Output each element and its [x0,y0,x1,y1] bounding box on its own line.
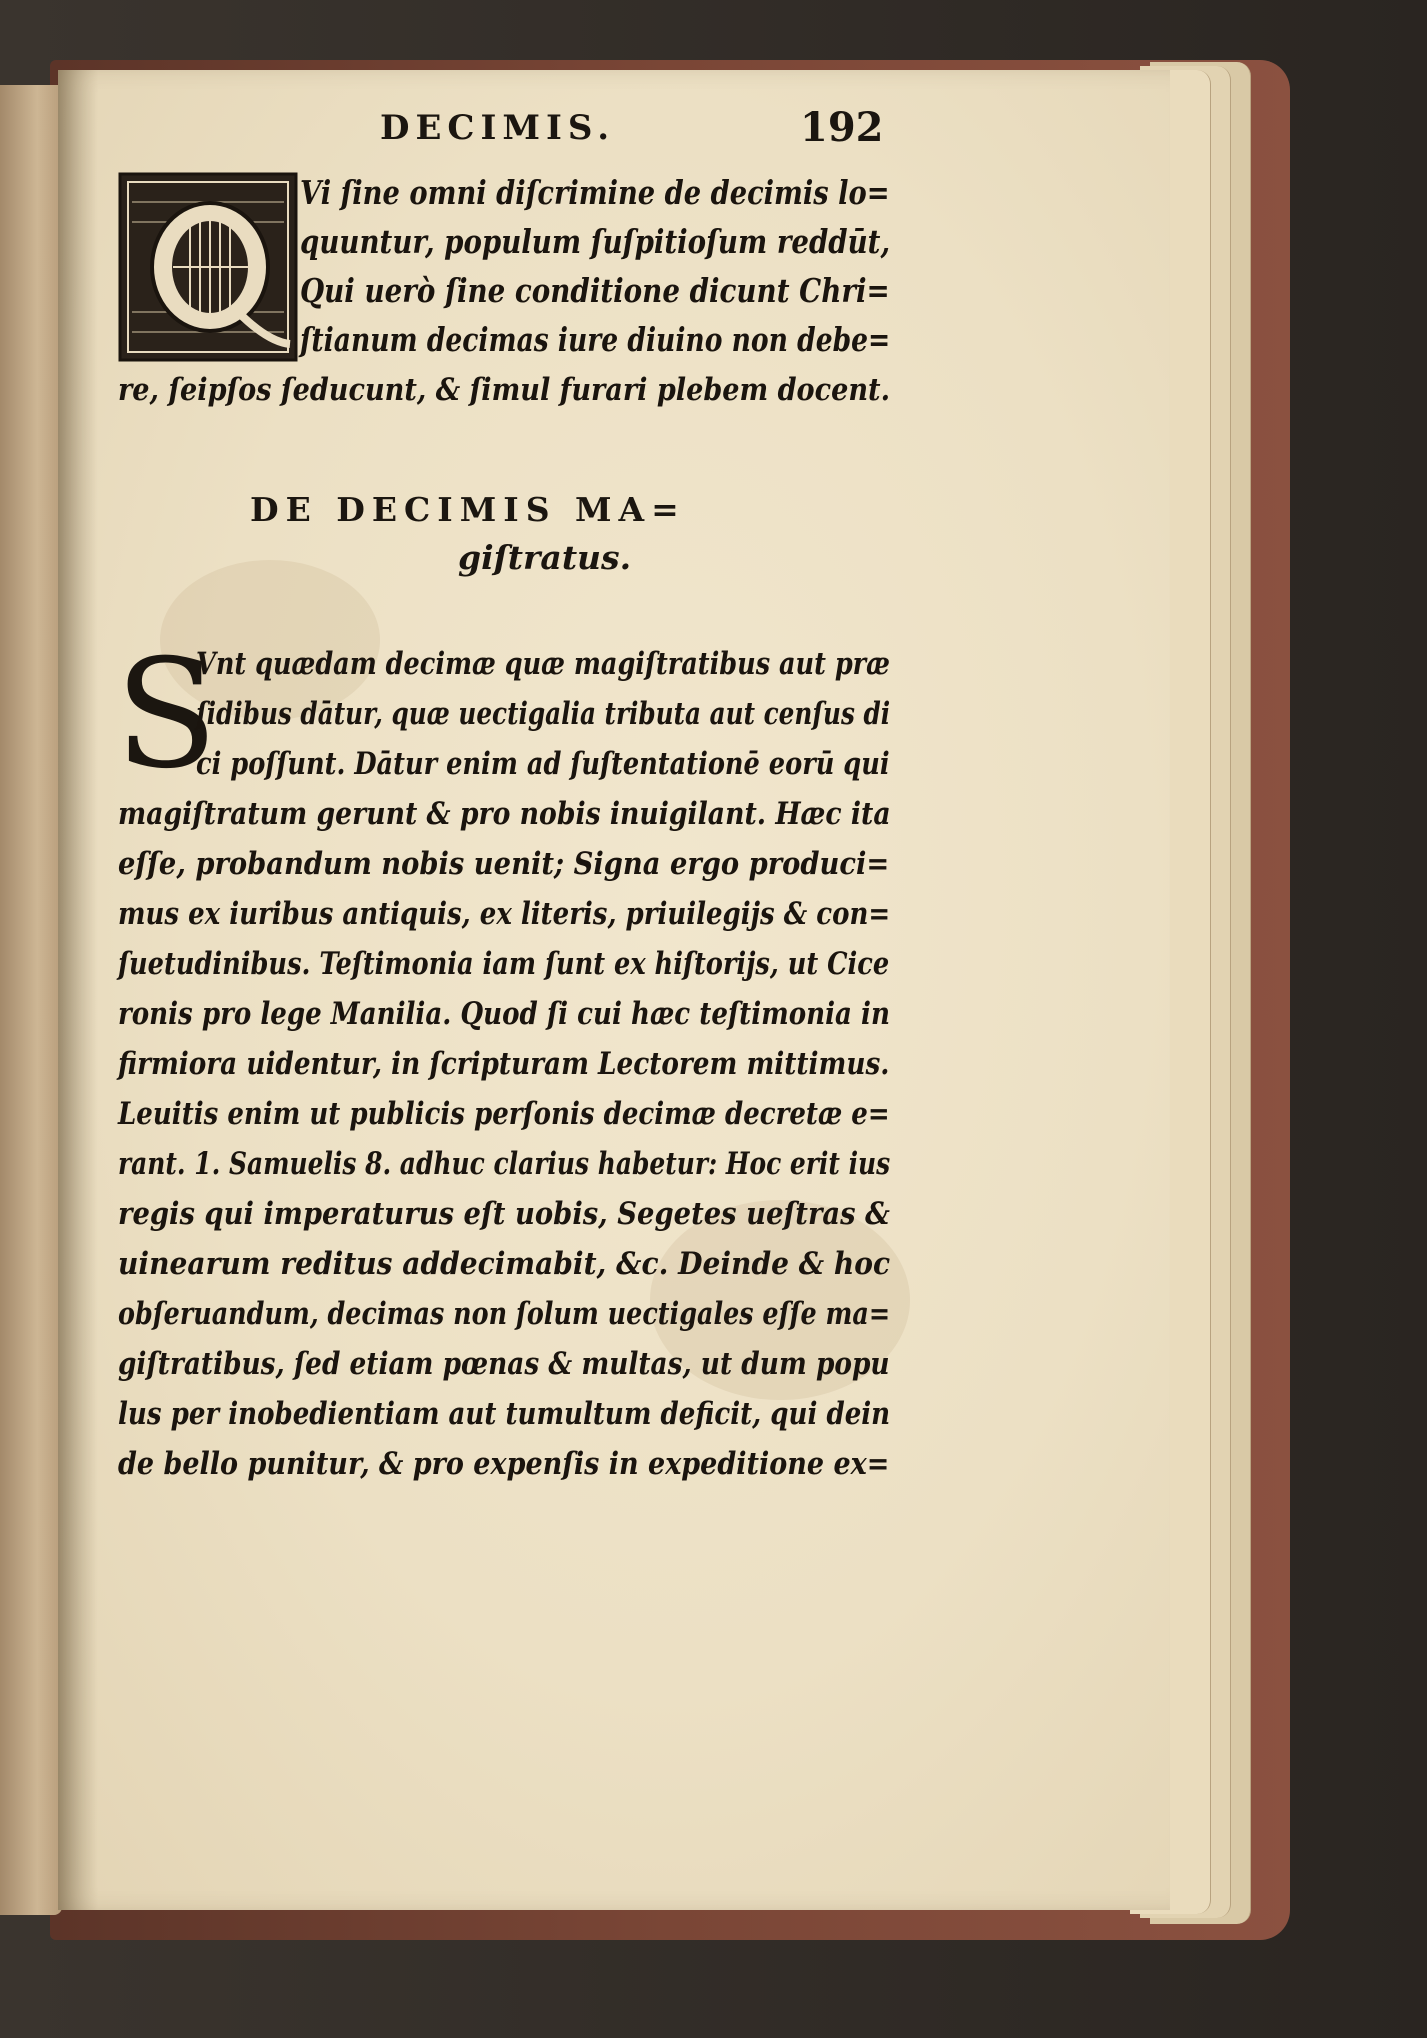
gutter-shadow [58,70,98,1910]
text-line: lus per inobedientiam aut tumultum deficit, qui dein [118,1396,891,1432]
text-line: obſeruandum, decimas non ſolum uectigales eſſe ma= [118,1296,891,1332]
initial-s: S [115,628,218,802]
text-line: magiſtratum gerunt & pro nobis inuigilant. Hæc ita [118,796,891,832]
text-line: re, ſeipſos ſeducunt, & ſimul furari plebem docent. [118,372,891,408]
text-line: Leuitis enim ut publicis perſonis decimæ decretæ e= [118,1096,890,1132]
page-number: 192 [800,104,884,151]
woodcut-initial-q-icon [118,172,298,362]
text-line: regis qui imperaturus eſt uobis, Segetes ueſtras & [118,1196,890,1232]
text-line: Qui uerò ſine conditione dicunt Chri= [300,271,890,310]
text-line: ſtianum decimas iure diuino non debe= [300,320,891,359]
text-line: giſtratibus, ſed etiam pœnas & multas, ut dum popu [118,1346,890,1382]
text-line: de bello punitur, & pro expenſis in expeditione ex= [118,1446,890,1482]
text-line: ſuetudinibus. Teſtimonia iam ſunt ex hiſtorijs, ut Cice [118,946,890,982]
text-line: uinearum reditus addecimabit, &c. Deinde & hoc [118,1246,891,1282]
text-line: quuntur, populum ſuſpitioſum reddūt, [300,222,891,261]
section-subheading: giſtratus. [458,538,632,577]
text-line: mus ex iuribus antiquis, ex literis, priuilegijs & con= [118,896,891,932]
text-line: firmiora uidentur, in ſcripturam Lectorem mittimus. [118,1046,890,1082]
text-line: ronis pro lege Manilia. Quod ſi cui hæc teſtimonia in [118,996,890,1032]
text-line: Vi ſine omni diſcrimine de decimis lo= [300,173,890,212]
text-line: ci poſſunt. Dātur enim ad ſuſtentationē eorū qui [196,746,890,782]
text-line: eſſe, probandum nobis uenit; Signa ergo produci= [118,846,890,882]
text-line: rant. 1. Samuelis 8. adhuc clarius habetur: Hoc erit ius [118,1146,891,1182]
text-line: Vnt quædam decimæ quæ magiſtratibus aut præ [196,646,890,682]
section-heading: DE DECIMIS MA= [250,490,686,529]
text-line: ſidibus dātur, quæ uectigalia tributa aut cenſus di [196,696,891,732]
left-page-edge [0,85,62,1915]
running-head: DECIMIS. [380,108,616,148]
